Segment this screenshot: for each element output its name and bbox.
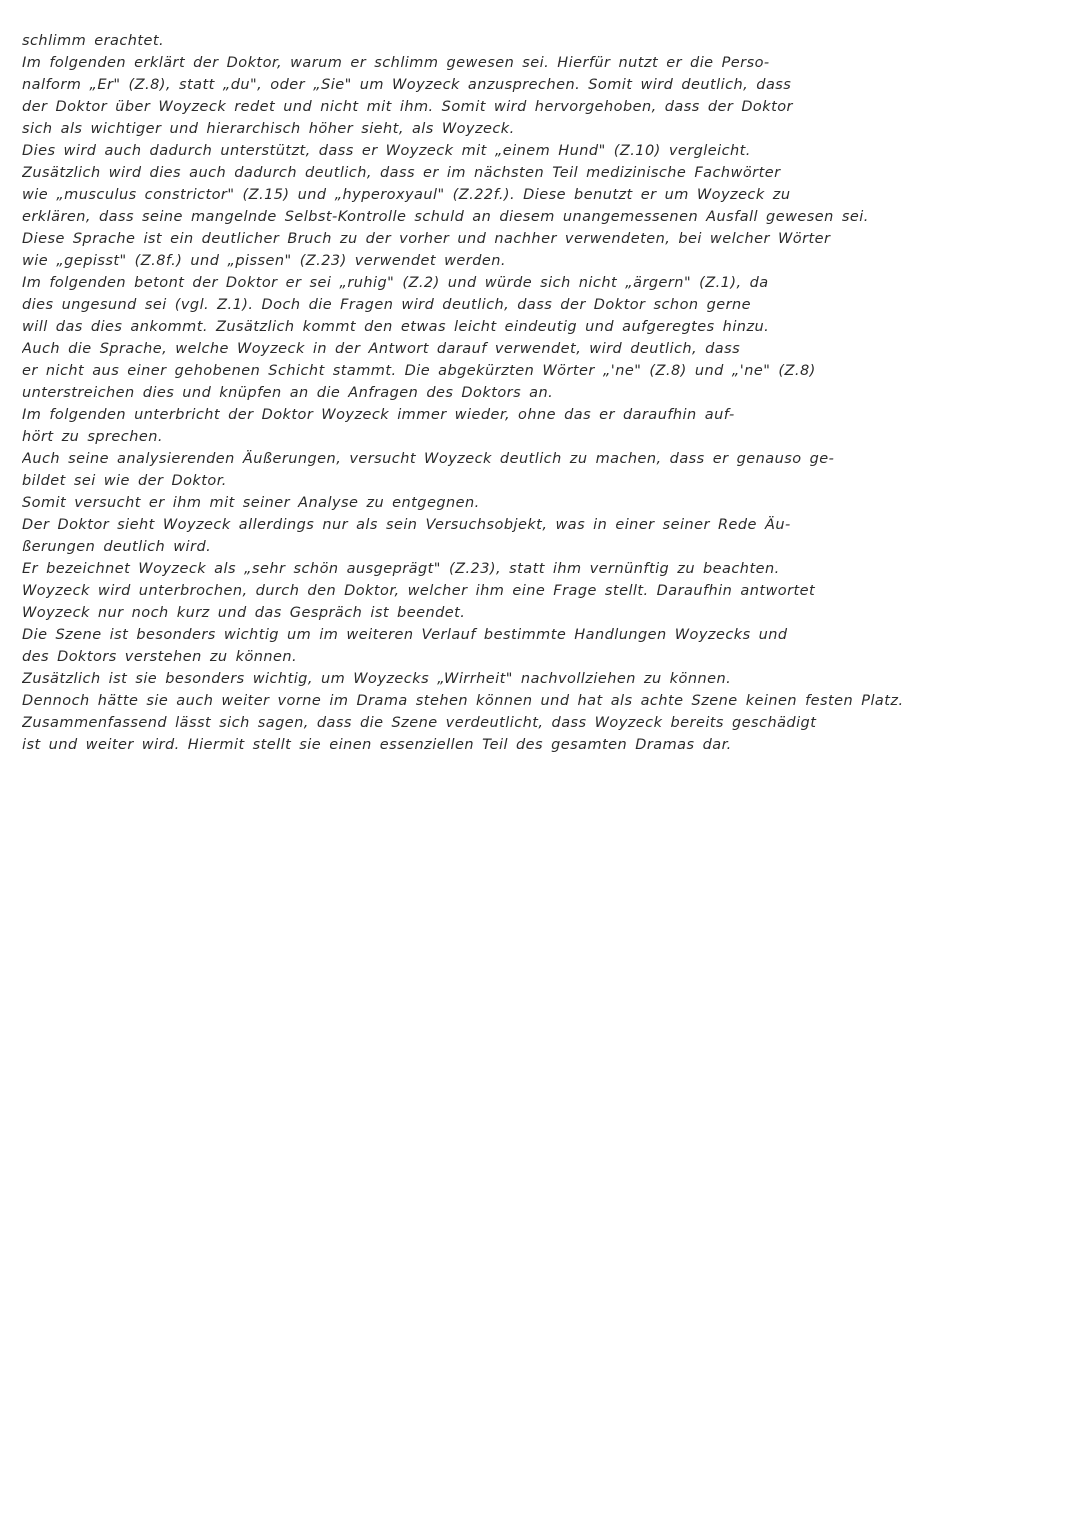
text-line: Zusätzlich wird dies auch dadurch deutlich, dass er im nächsten Teil medizinische Fachwörter (22, 165, 781, 181)
text-line: Somit versucht er ihm mit seiner Analyse zu entgegnen. (22, 495, 480, 511)
handwritten-text-block (22, 30, 1062, 756)
text-line: wie „gepisst" (Z.8f.) und „pissen" (Z.23) verwendet werden. (22, 253, 506, 269)
text-line: nalform „Er" (Z.8), statt „du", oder „Sie" um Woyzeck anzusprechen. Somit wird deutlich, dass (22, 77, 792, 93)
text-line: hört zu sprechen. (22, 429, 163, 445)
text-line: der Doktor über Woyzeck redet und nicht mit ihm. Somit wird hervorgehoben, dass der Doktor (22, 99, 793, 115)
text-line: bildet sei wie der Doktor. (22, 473, 227, 489)
text-line: er nicht aus einer gehobenen Schicht stammt. Die abgekürzten Wörter „'ne" (Z.8) und „'ne" (Z.8) (22, 363, 816, 379)
text-line: wie „musculus constrictor" (Z.15) und „hyperoxyaul" (Z.22f.). Diese benutzt er um Woyzeck zu (22, 187, 791, 203)
text-line: Die Szene ist besonders wichtig um im weiteren Verlauf bestimmte Handlungen Woyzecks und (22, 627, 788, 643)
text-line: sich als wichtiger und hierarchisch höher sieht, als Woyzeck. (22, 121, 515, 137)
text-line: Dennoch hätte sie auch weiter vorne im Drama stehen können und hat als achte Szene keinen festen Platz. (22, 693, 904, 709)
text-line: ßerungen deutlich wird. (22, 539, 212, 555)
text-line: Er bezeichnet Woyzeck als „sehr schön ausgeprägt" (Z.23), statt ihm vernünftig zu beachten. (22, 561, 780, 577)
text-line: Auch seine analysierenden Äußerungen, versucht Woyzeck deutlich zu machen, dass er genauso ge- (22, 451, 835, 467)
text-line: Auch die Sprache, welche Woyzeck in der Antwort darauf verwendet, wird deutlich, dass (22, 341, 741, 357)
text-line: Zusätzlich ist sie besonders wichtig, um Woyzecks „Wirrheit" nachvollziehen zu können. (22, 671, 732, 687)
text-line: unterstreichen dies und knüpfen an die Anfragen des Doktors an. (22, 385, 554, 401)
text-line: dies ungesund sei (vgl. Z.1). Doch die Fragen wird deutlich, dass der Doktor schon gerne (22, 297, 752, 313)
text-line: Woyzeck wird unterbrochen, durch den Doktor, welcher ihm eine Frage stellt. Daraufhin antwortet (22, 583, 816, 599)
text-line: Im folgenden betont der Doktor er sei „ruhig" (Z.2) und würde sich nicht „ärgern" (Z.1), da (22, 275, 769, 291)
text-line: des Doktors verstehen zu können. (22, 649, 298, 665)
text-line: Diese Sprache ist ein deutlicher Bruch zu der vorher und nachher verwendeten, bei welcher Wörter (22, 231, 831, 247)
text-line: Im folgenden erklärt der Doktor, warum er schlimm gewesen sei. Hierfür nutzt er die Perso- (22, 55, 770, 71)
text-line: Der Doktor sieht Woyzeck allerdings nur als sein Versuchsobjekt, was in einer seiner Rede Äu- (22, 517, 791, 533)
text-line: Zusammenfassend lässt sich sagen, dass die Szene verdeutlicht, dass Woyzeck bereits geschädigt (22, 715, 817, 731)
text-line: schlimm erachtet. (22, 33, 165, 49)
text-line: Dies wird auch dadurch unterstützt, dass er Woyzeck mit „einem Hund" (Z.10) vergleicht. (22, 143, 751, 159)
text-line: ist und weiter wird. Hiermit stellt sie einen essenziellen Teil des gesamten Dramas dar. (22, 737, 732, 753)
text-line: erklären, dass seine mangelnde Selbst-Kontrolle schuld an diesem unangemessenen Ausfall gewesen sei. (22, 209, 869, 225)
text-line: Im folgenden unterbricht der Doktor Woyzeck immer wieder, ohne das er daraufhin auf- (22, 407, 735, 423)
text-line: will das dies ankommt. Zusätzlich kommt den etwas leicht eindeutig und aufgeregtes hinzu. (22, 319, 770, 335)
text-line: Woyzeck nur noch kurz und das Gespräch ist beendet. (22, 605, 466, 621)
